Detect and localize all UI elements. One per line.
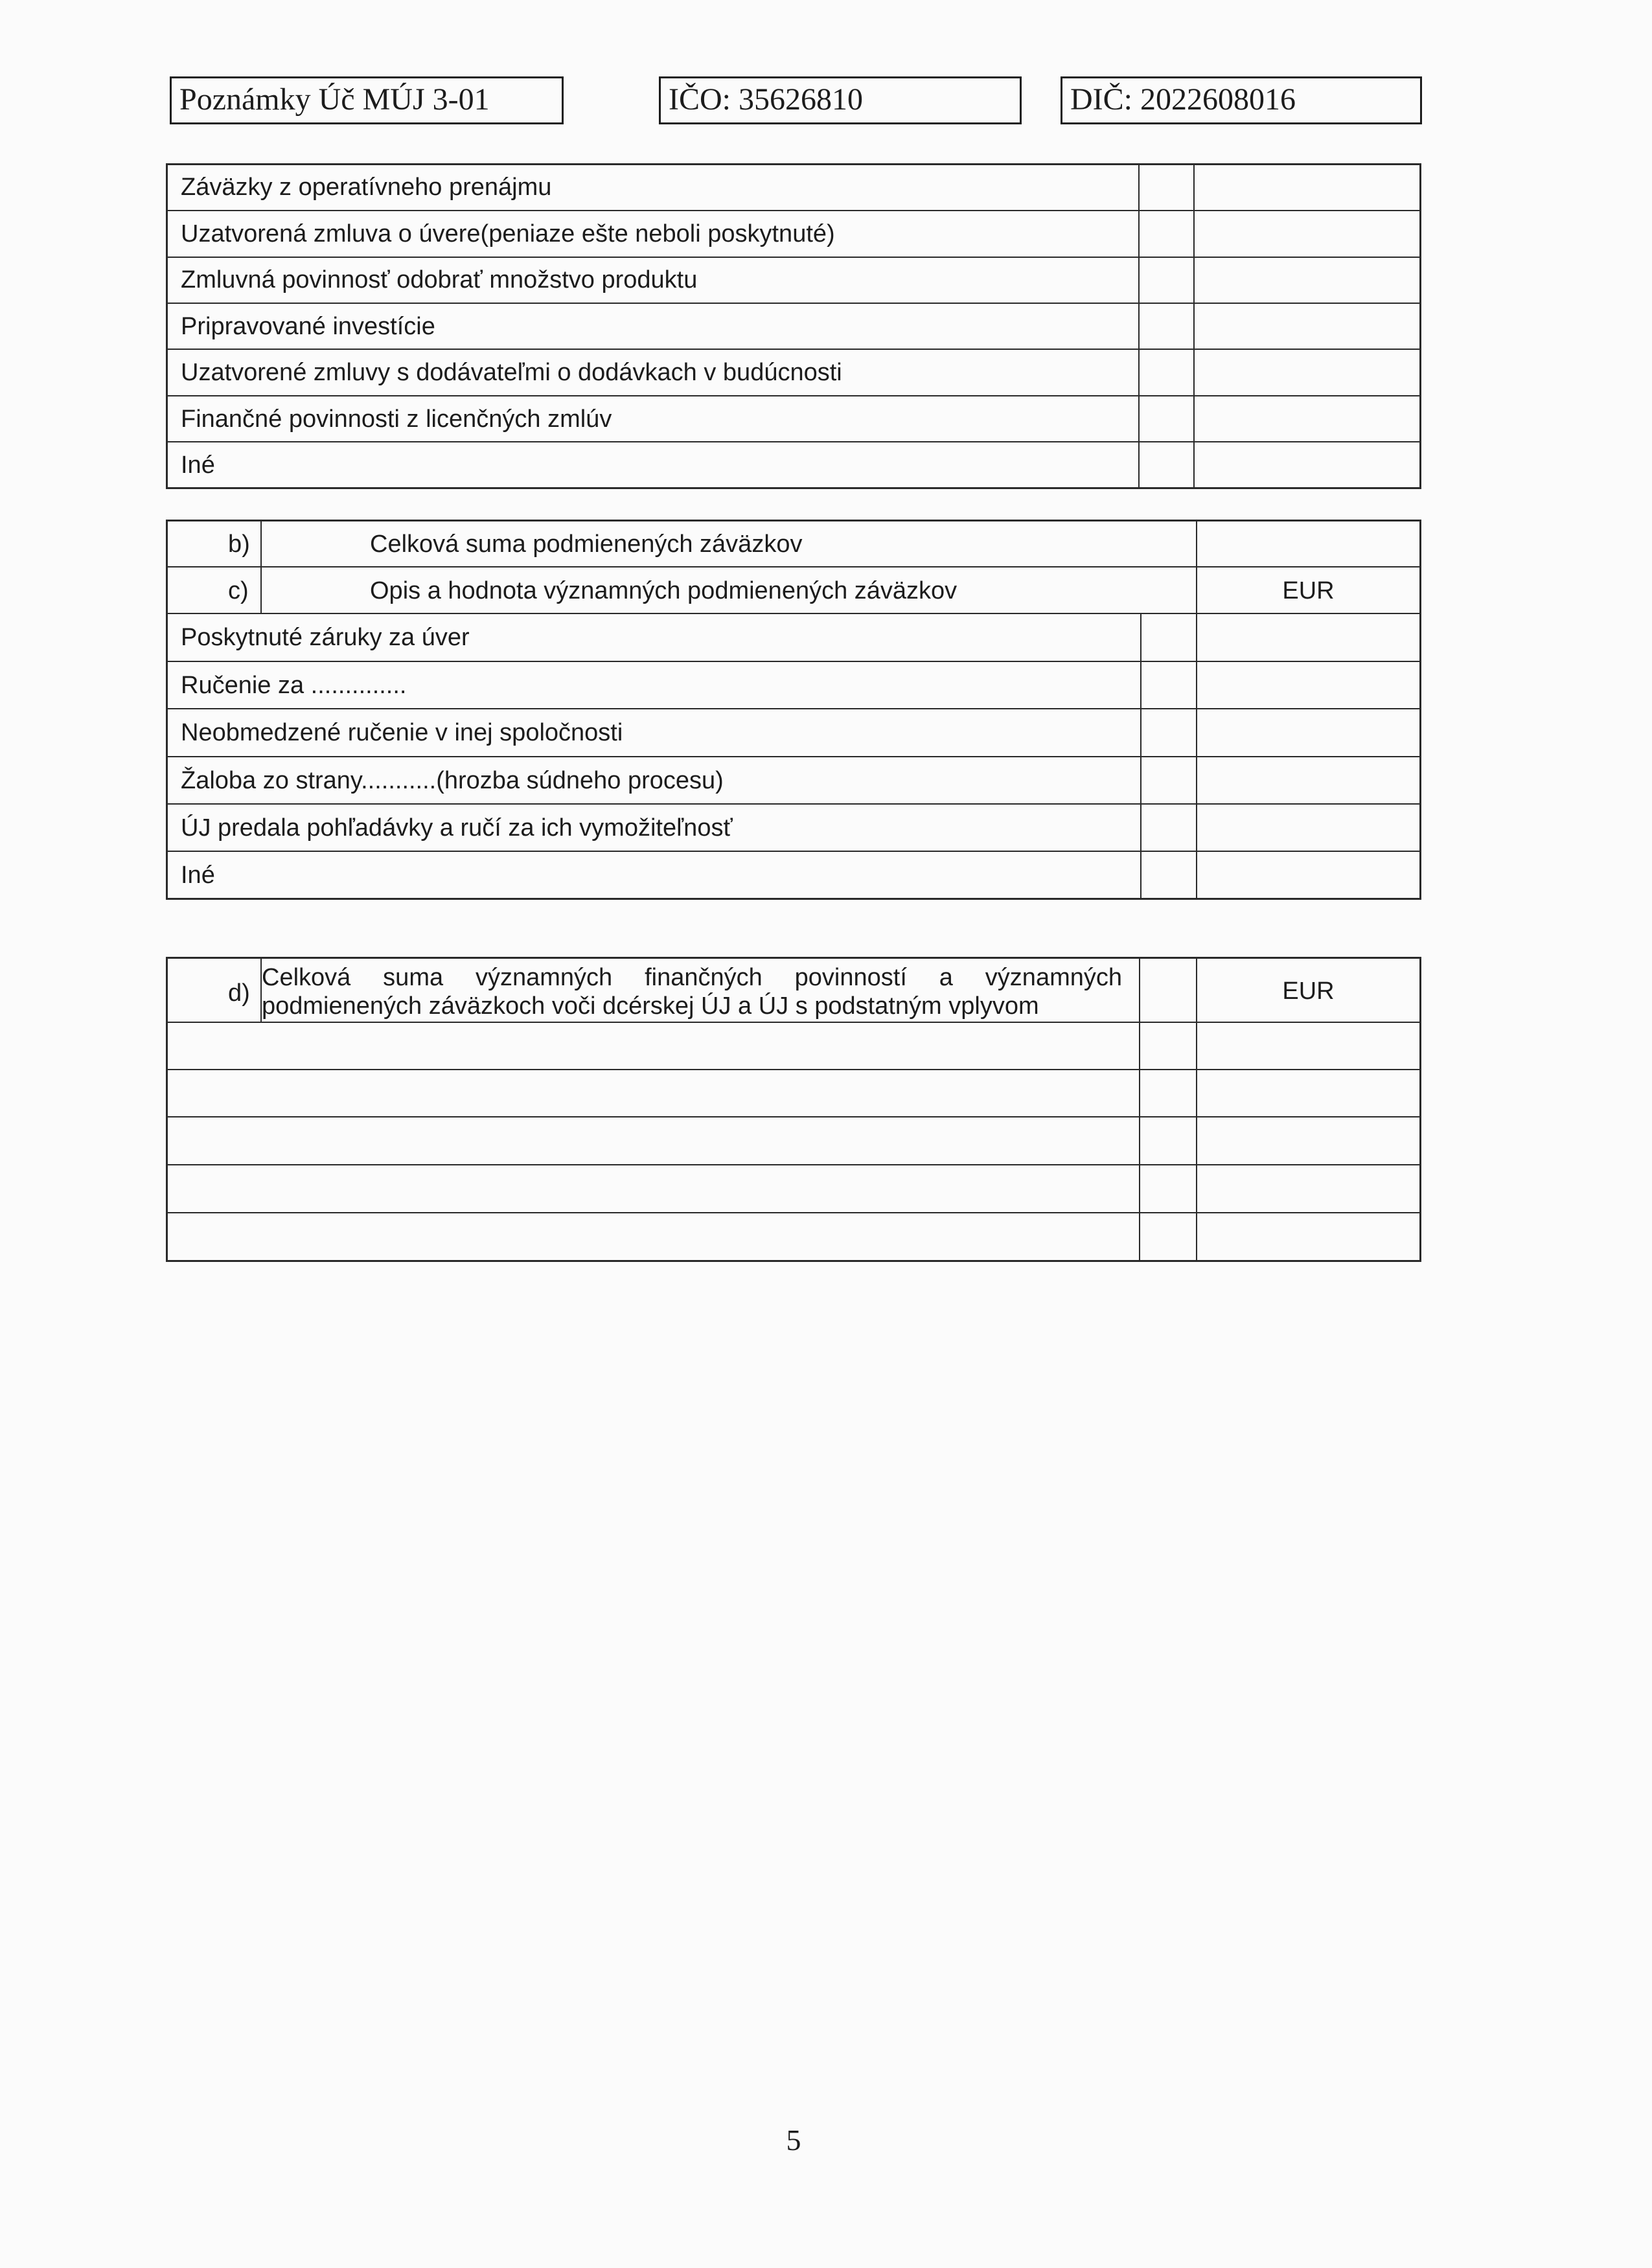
table-row: Pripravované investície <box>181 313 435 340</box>
currency-unit: EUR <box>1282 577 1335 604</box>
currency-unit: EUR <box>1282 978 1335 1005</box>
table-row: Ručenie za .............. <box>181 672 407 699</box>
table-row: Iné <box>181 452 215 479</box>
subsidiary-obligations-label-line2: podmienených záväzkoch voči dcérskej ÚJ a ÚJ s podstatným vplyvom <box>262 992 1039 1020</box>
table-row: Záväzky z operatívneho prenájmu <box>181 174 552 201</box>
row-letter-c: c) <box>228 577 249 604</box>
dic-field: DIČ: 2022608016 <box>1061 76 1422 124</box>
table-row: Žaloba zo strany...........(hrozba súdneho procesu) <box>181 767 724 794</box>
row-letter-b: b) <box>228 531 250 558</box>
table-row: ÚJ predala pohľadávky a ručí za ich vymožiteľnosť <box>181 814 733 842</box>
subsidiary-obligations-label-line1: Celková suma významných finančných povinností a významných <box>262 964 1122 991</box>
page-number: 5 <box>786 2124 801 2157</box>
ico-field: IČO: 35626810 <box>659 76 1022 124</box>
table-row: Neobmedzené ručenie v inej spoločnosti <box>181 719 623 746</box>
table-row: Uzatvorená zmluva o úvere(peniaze ešte neboli poskytnuté) <box>181 220 835 247</box>
row-letter-d: d) <box>228 979 250 1007</box>
total-contingent-label: Celková suma podmienených záväzkov <box>370 531 803 558</box>
table-row: Finančné povinnosti z licenčných zmlúv <box>181 406 612 433</box>
table-row: Uzatvorené zmluvy s dodávateľmi o dodávkach v budúcnosti <box>181 359 842 386</box>
table-row: Iné <box>181 862 215 889</box>
table-row: Zmluvná povinnosť odobrať množstvo produktu <box>181 266 698 293</box>
significant-contingent-label: Opis a hodnota významných podmienených záväzkov <box>370 577 958 604</box>
notes-form-label: Poznámky Úč MÚJ 3-01 <box>170 76 564 124</box>
table-row: Poskytnuté záruky za úver <box>181 624 470 651</box>
